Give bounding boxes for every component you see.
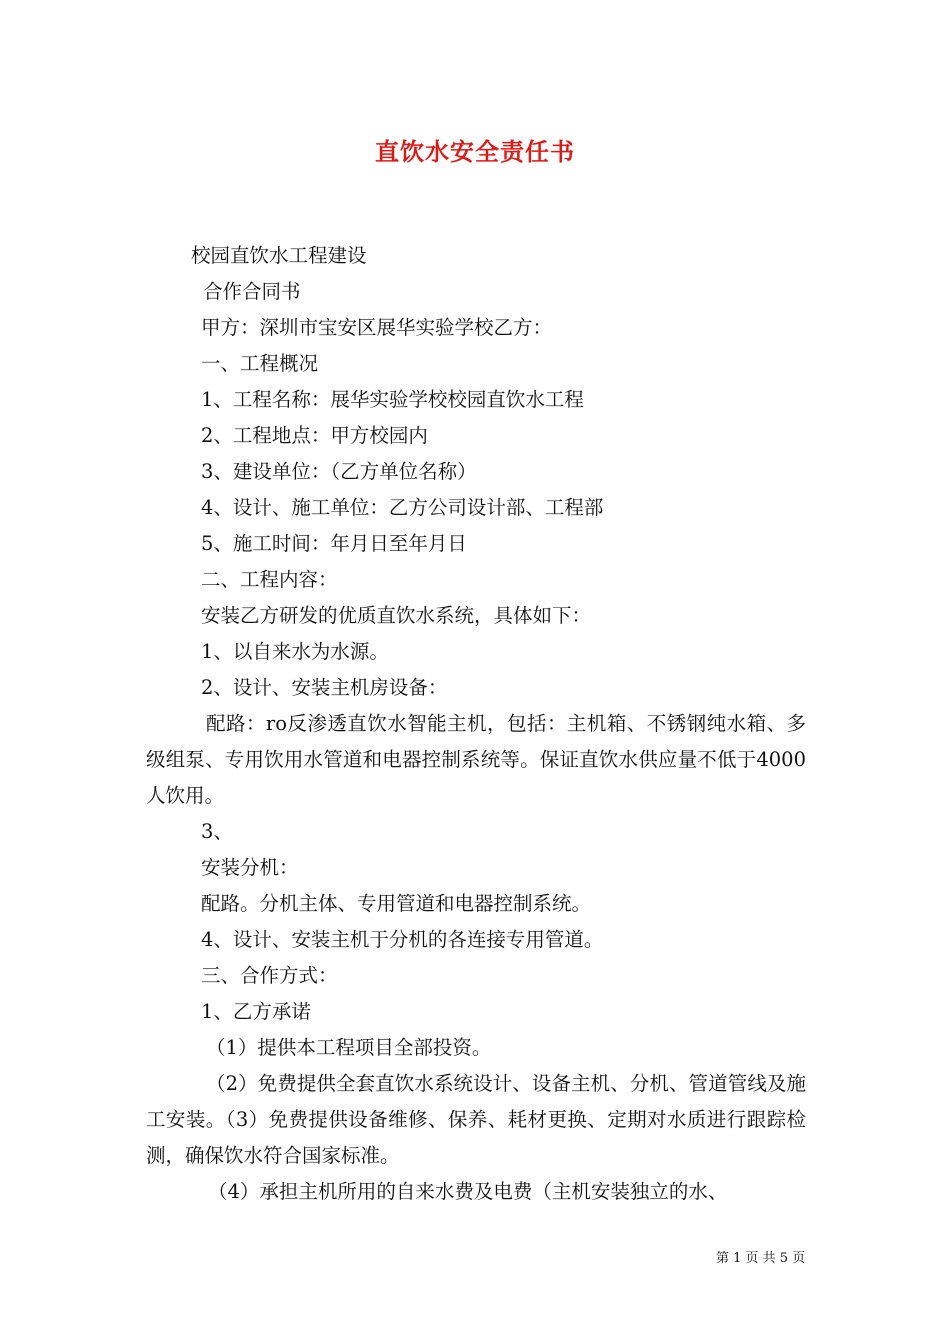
text-line: 4、设计、安装主机于分机的各连接专用管道。: [201, 928, 604, 951]
text-line: 2、设计、安装主机房设备：: [201, 676, 448, 699]
text-line: （4）承担主机所用的自来水费及电费（主机安装独立的水、: [208, 1180, 728, 1203]
document-body: [146, 238, 806, 1210]
text-line: （1）提供本工程项目全部投资。: [206, 1036, 492, 1059]
text-line: 一、工程概况: [201, 352, 319, 375]
text-line: 1、乙方承诺: [201, 1000, 311, 1023]
text-line: 安装分机：: [201, 856, 299, 879]
text-paragraph: 配路：ro反渗透直饮水智能主机，包括：主机箱、不锈钢纯水箱、多级组泵、专用饮用水管道和电器控制系统等。保证直饮水供应量不低于4000人饮用。: [146, 712, 806, 807]
text-line: 3、: [201, 820, 233, 843]
text-line: 合作合同书: [203, 280, 301, 303]
text-line: 三、合作方式：: [201, 964, 338, 987]
text-line: 配路。分机主体、专用管道和电器控制系统。: [201, 892, 592, 915]
text-line: 3、建设单位：（乙方单位名称）: [201, 460, 477, 483]
text-line: 4、设计、施工单位：乙方公司设计部、工程部: [201, 496, 604, 519]
text-line: 甲方：深圳市宝安区展华实验学校乙方：: [201, 316, 553, 339]
text-line: 5、施工时间：年月日至年月日: [201, 532, 467, 555]
text-paragraph: （2）免费提供全套直饮水系统设计、设备主机、分机、管道管线及施工安装。（3）免费提供设备维修、保养、耗材更换、定期对水质进行跟踪检测，确保饮水符合国家标准。: [146, 1072, 806, 1167]
document-title: 直饮水安全责任书: [375, 137, 575, 166]
text-line: 校园直饮水工程建设: [191, 244, 367, 267]
text-line: 二、工程内容：: [201, 568, 338, 591]
text-line: 2、工程地点：甲方校园内: [201, 424, 428, 447]
text-line: 1、工程名称：展华实验学校校园直饮水工程: [201, 388, 584, 411]
text-line: 安装乙方研发的优质直饮水系统，具体如下：: [201, 604, 592, 627]
page-number: 第 1 页 共 5 页: [716, 1251, 806, 1266]
text-line: 1、以自来水为水源。: [201, 640, 389, 663]
